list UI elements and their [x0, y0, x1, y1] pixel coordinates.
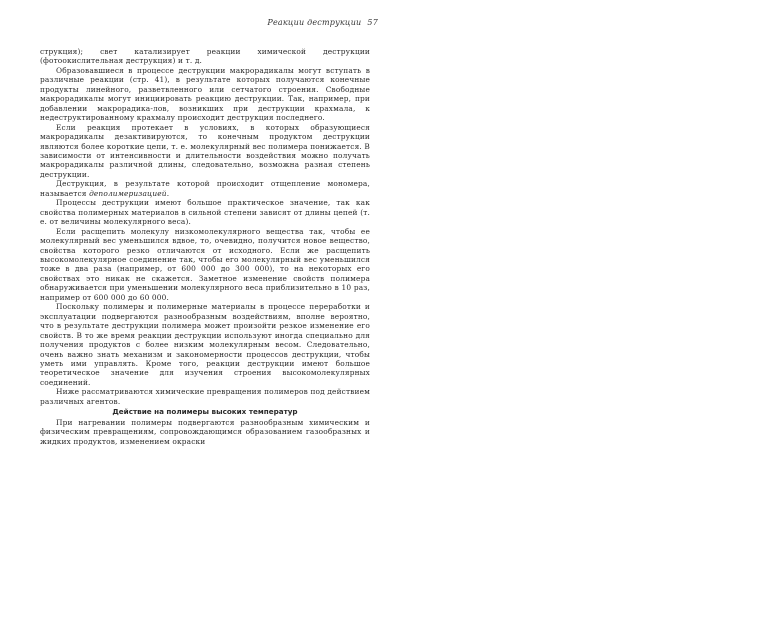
paragraph: Процессы деструкции имеют большое практическое значение, так как свойства полимерных материалов в сильной степени зависят от длины цепей (т. е. от величины молекулярного веса).: [40, 198, 370, 227]
paragraph-definition: [40, 179, 370, 198]
term-emphasis: деполимеризацией: [89, 188, 167, 198]
page-number: 57: [367, 18, 378, 27]
header-title: Реакции деструкции: [267, 18, 362, 27]
section-heading: Действие на полимеры высоких температур: [112, 407, 298, 417]
paragraph: Поскольку полимеры и полимерные материалы в процессе переработки и эксплуатации подвергаются разнообразным воздействиям, вполне вероятно, что в результате деструкции полимера может произойти резкое изменение его свойств. В то же время реакции деструкции используют иногда специально для получения продуктов с более низким молекулярным весом. Следовательно, очень важно знать механизм и закономерности процессов деструкции, чтобы уметь ими управлять. Кроме того, реакции деструкции имеют большое теоретическое значение для изучения строения высокомолекулярных соединений.: [40, 302, 370, 387]
paragraph-continuation: струкция); свет катализирует реакции химической деструкции (фотоокислительная деструкция) и т. д.: [40, 47, 370, 66]
paragraph-text: Деструкция, в результате которой происходит отщепление мономера, называется: [40, 179, 370, 198]
paragraph: Ниже рассматриваются химические превращения полимеров под действием различных агентов.: [40, 387, 370, 406]
paragraph: Если реакция протекает в условиях, в которых образующиеся макрорадикалы дезактивируются, то конечным продуктом деструкции являются более короткие цепи, т. е. молекулярный вес полимера понижается. В зависимости от интенсивности и длительности воздействия можно получать макрорадикалы различной длины, следовательно, возможна разная степень деструкции.: [40, 122, 370, 179]
paragraph: Образовавшиеся в процессе деструкции макрорадикалы могут вступать в различные реакции (стр. 41), в результате которых получаются конечные продукты линейного, разветвленного или сетчатого строения. Свободные макрорадикалы могут инициировать реакцию деструкции. Так, например, при добавлении макрорадика-лов, возникших при деструкции крахмала, к недеструктированному крахмалу происходит деструкция последнего.: [40, 65, 370, 123]
paragraph-text: .: [166, 188, 170, 198]
paragraph: При нагревании полимеры подвергаются разнообразным химическим и физическим превращениям, сопровождающимся образованием газообразных и жидких продуктов, изменением окраски: [40, 417, 370, 446]
running-header: [200, 18, 378, 27]
paragraph: Если расщепить молекулу низкомолекулярного вещества так, чтобы ее молекулярный вес уменьшился вдвое, то, очевидно, получится новое вещество, свойства которого резко отличаются от исходного. Если же расщепить высокомолекулярное соединение так, чтобы его молекулярный вес уменьшился тоже в два раза (например, от 600 000 до 300 000), то на некоторых его свойствах это никак не скажется. Заметное изменение свойств полимера обнаруживается при уменьшении молекулярного веса приблизительно в 10 раз, например от 600 000 до 60 000.: [40, 226, 370, 302]
body-text: [40, 47, 370, 446]
